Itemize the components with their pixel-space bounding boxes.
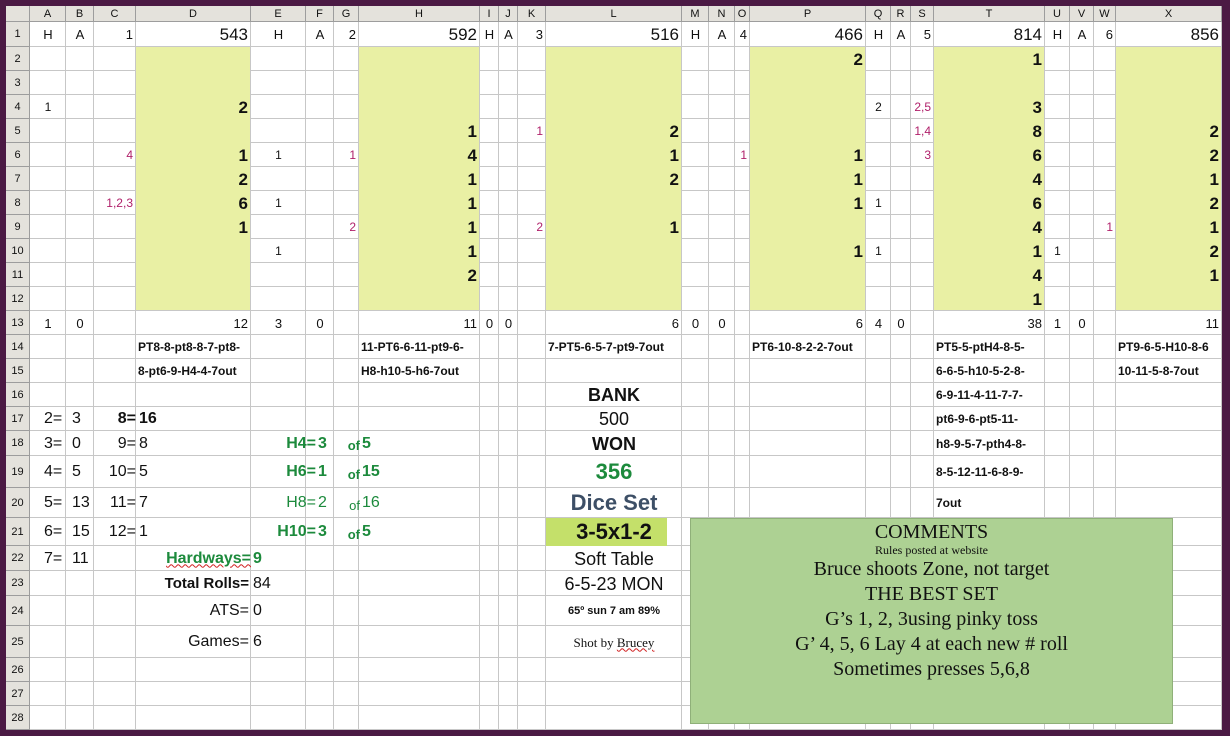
roll-value: 1 — [853, 241, 863, 261]
header-game-number: 2 — [348, 27, 356, 42]
comments-box[interactable] — [690, 518, 1173, 724]
bank-label: BANK — [588, 385, 640, 405]
comment-line: G’s 1, 2, 3using pinky toss — [825, 608, 1038, 630]
column-gridline — [305, 6, 306, 730]
row-header-23[interactable]: 23 — [6, 571, 30, 596]
roll-value: 2 — [238, 169, 248, 189]
roll-value: 2 — [1209, 145, 1219, 165]
row-header-22[interactable]: 22 — [6, 546, 30, 571]
comments-subtitle: Rules posted at website — [875, 543, 988, 557]
column-header-h[interactable]: H — [359, 6, 480, 22]
column-header-n[interactable]: N — [709, 6, 735, 22]
column-header-t[interactable]: T — [934, 6, 1045, 22]
column-header-u[interactable]: U — [1045, 6, 1070, 22]
column-header-r[interactable]: R — [891, 6, 911, 22]
total-rolls-label: Total Rolls= — [164, 575, 249, 592]
roll-value: 2 — [467, 265, 477, 285]
roll-value: 1 — [1209, 169, 1219, 189]
row-gridline — [6, 430, 1222, 431]
column-gridline — [498, 6, 499, 730]
column-header-q[interactable]: Q — [866, 6, 891, 22]
home-mark: 1 — [275, 148, 282, 162]
roll-value: 1 — [853, 145, 863, 165]
header-a-label: A — [75, 27, 85, 42]
roll-value: 6 — [1032, 145, 1042, 165]
header-game-total: 516 — [650, 25, 679, 44]
roll-value: 2 — [1209, 241, 1219, 261]
summary-h: 1 — [1053, 315, 1062, 331]
hardway-key: H6= — [286, 463, 316, 480]
header-h-label: H — [873, 27, 884, 42]
row-gridline — [6, 334, 1222, 335]
summary-a: 0 — [76, 315, 84, 331]
shot-by-name: Brucey — [616, 634, 655, 650]
games-label: Games= — [188, 633, 249, 650]
row-gridline — [6, 487, 1222, 488]
column-gridline — [65, 6, 66, 730]
summary-h: 1 — [44, 315, 52, 331]
comment-line: Bruce shoots Zone, not target — [813, 558, 1050, 580]
roll-count-value: 5 — [72, 463, 81, 480]
row-header-6[interactable]: 6 — [6, 143, 30, 167]
column-header-w[interactable]: W — [1094, 6, 1116, 22]
roll-value: 1 — [669, 217, 679, 237]
row-gridline — [6, 382, 1222, 383]
column-gridline — [93, 6, 94, 730]
home-mark: 1 — [44, 100, 52, 114]
row-header-11[interactable]: 11 — [6, 263, 30, 287]
row-header-18[interactable]: 18 — [6, 431, 30, 456]
roll-value: 4 — [1032, 169, 1042, 189]
table-type: Soft Table — [574, 548, 654, 569]
row-header-1[interactable]: 1 — [6, 22, 30, 47]
roll-log-line: 8-5-12-11-6-8-9- — [936, 465, 1024, 479]
roll-count-key: 6= — [44, 523, 63, 540]
hardway-hits: 3 — [318, 434, 327, 452]
ats-label: ATS= — [209, 602, 249, 619]
hardway-of-label: of — [347, 438, 360, 453]
roll-count-key: 8= — [117, 410, 136, 427]
hardways-value: 9 — [253, 549, 262, 567]
hardway-key: H8= — [286, 494, 316, 511]
summary-total: 6 — [671, 315, 679, 331]
column-header-k[interactable]: K — [518, 6, 546, 22]
count-mark: 1 — [349, 148, 356, 162]
roll-count-key: 12= — [108, 523, 136, 540]
roll-log-line: PT6-10-8-2-2-7out — [752, 340, 853, 354]
comments-title: COMMENTS — [874, 521, 989, 543]
roll-count-value: 7 — [139, 494, 148, 511]
header-game-number: 6 — [1105, 27, 1113, 42]
row-header-8[interactable]: 8 — [6, 191, 30, 215]
roll-value: 2 — [1209, 121, 1219, 141]
header-a-label: A — [1077, 27, 1087, 42]
roll-value: 1 — [238, 217, 248, 237]
won-value: 356 — [595, 459, 633, 484]
shot-by-prefix: Shot by — [573, 634, 617, 650]
roll-value: 2 — [669, 121, 679, 141]
header-game-total: 466 — [834, 25, 863, 44]
roll-value: 4 — [467, 145, 477, 165]
summary-a: 0 — [504, 315, 513, 331]
summary-a: 0 — [897, 315, 905, 331]
roll-count-value: 8 — [139, 434, 148, 452]
roll-count-value: 0 — [72, 434, 81, 452]
row-header-3[interactable]: 3 — [6, 71, 30, 95]
home-mark: 1 — [275, 196, 282, 210]
row-gridline — [6, 406, 1222, 407]
hardway-of-label: of — [347, 466, 360, 482]
home-mark: 1 — [875, 244, 882, 258]
row-header-25[interactable]: 25 — [6, 626, 30, 658]
count-mark: 1 — [740, 148, 747, 162]
summary-h: 0 — [485, 315, 494, 331]
home-mark: 2 — [875, 100, 882, 114]
roll-value: 1 — [1032, 49, 1042, 69]
roll-value: 1 — [467, 121, 477, 141]
roll-value: 1 — [1032, 241, 1042, 261]
roll-log-line: 6-6-5-h10-5-2-8- — [936, 364, 1025, 378]
column-header-g[interactable]: G — [334, 6, 359, 22]
count-mark: 4 — [126, 148, 133, 162]
dice-set-label: Dice Set — [570, 490, 658, 515]
row-header-4[interactable]: 4 — [6, 95, 30, 119]
roll-value: 1 — [467, 241, 477, 261]
ats-value: 0 — [253, 602, 262, 619]
comment-line: Sometimes presses 5,6,8 — [833, 658, 1030, 680]
comment-line: THE BEST SET — [865, 583, 998, 605]
summary-total: 6 — [855, 315, 863, 331]
hardway-hits: 3 — [318, 523, 327, 540]
games-value: 6 — [253, 633, 262, 650]
hardway-of-label: of — [349, 497, 360, 513]
home-mark: 1 — [275, 244, 282, 258]
roll-count-value: 11 — [72, 549, 89, 567]
summary-total: 38 — [1027, 315, 1042, 331]
header-a-label: A — [315, 27, 325, 42]
row-header-13[interactable]: 13 — [6, 311, 30, 335]
row-header-9[interactable]: 9 — [6, 215, 30, 239]
column-header-i[interactable]: I — [480, 6, 499, 22]
hardway-total: 16 — [362, 494, 380, 511]
column-header-m[interactable]: M — [682, 6, 709, 22]
roll-value: 2 — [853, 49, 863, 69]
roll-value: 2 — [669, 169, 679, 189]
summary-total: 11 — [463, 315, 477, 331]
roll-value: 1 — [1032, 289, 1042, 309]
roll-log-line: 7out — [936, 496, 962, 510]
comment-line: G’ 4, 5, 6 Lay 4 at each new # roll — [795, 633, 1068, 655]
summary-h: 3 — [274, 315, 283, 331]
roll-value: 3 — [1032, 97, 1042, 117]
header-game-total: 592 — [448, 25, 477, 44]
column-header-a[interactable]: A — [30, 6, 66, 22]
summary-a: 0 — [1078, 315, 1086, 331]
roll-log-line: pt6-9-6-pt5-11- — [936, 412, 1019, 426]
roll-log-line: PT5-5-ptH4-8-5- — [936, 340, 1025, 354]
summary-total: 12 — [233, 315, 248, 331]
hardway-hits: 1 — [318, 463, 327, 480]
row-header-5[interactable]: 5 — [6, 119, 30, 143]
count-mark: 1,4 — [914, 124, 931, 138]
column-header-b[interactable]: B — [66, 6, 94, 22]
roll-value: 1 — [1209, 265, 1219, 285]
column-header-x[interactable]: X — [1116, 6, 1222, 22]
weather-note: 65º sun 7 am 89% — [567, 604, 661, 617]
count-mark: 2 — [536, 220, 543, 234]
column-header-f[interactable]: F — [306, 6, 334, 22]
row-header-27[interactable]: 27 — [6, 682, 30, 706]
hardway-hits: 2 — [318, 494, 327, 511]
row-header-2[interactable]: 2 — [6, 47, 30, 71]
row-header-12[interactable]: 12 — [6, 287, 30, 311]
row-header-10[interactable]: 10 — [6, 239, 30, 263]
hardway-total: 5 — [362, 523, 371, 540]
row-header-7[interactable]: 7 — [6, 167, 30, 191]
column-header-o[interactable]: O — [735, 6, 750, 22]
count-mark: 1,2,3 — [106, 196, 133, 210]
column-gridline — [681, 6, 682, 730]
home-mark: 1 — [875, 196, 882, 210]
header-a-label: A — [504, 27, 513, 42]
header-game-number: 3 — [535, 27, 543, 42]
roll-count-key: 9= — [117, 434, 136, 452]
header-h-label: H — [43, 27, 53, 42]
count-mark: 2 — [349, 220, 356, 234]
row-header-28[interactable]: 28 — [6, 706, 30, 730]
bank-value: 500 — [598, 409, 630, 429]
column-gridline — [333, 6, 334, 730]
column-header-p[interactable]: P — [750, 6, 866, 22]
header-a-label: A — [896, 27, 906, 42]
header-game-total: 543 — [219, 25, 248, 44]
header-h-label: H — [690, 27, 701, 42]
roll-value: 8 — [1032, 121, 1042, 141]
row-gridline — [6, 358, 1222, 359]
header-game-total: 814 — [1013, 25, 1042, 44]
dice-set-value: 3-5x1-2 — [576, 519, 652, 544]
column-gridline — [1221, 6, 1222, 730]
column-header-j[interactable]: J — [499, 6, 518, 22]
roll-value: 6 — [238, 193, 248, 213]
hardway-total: 15 — [362, 463, 380, 480]
session-date: 6-5-23 MON — [564, 573, 664, 594]
home-mark: 1 — [1054, 244, 1061, 258]
roll-value: 6 — [1032, 193, 1042, 213]
hardway-total: 5 — [362, 434, 371, 452]
column-header-v[interactable]: V — [1070, 6, 1094, 22]
roll-count-key: 5= — [44, 494, 63, 511]
header-h-label: H — [273, 27, 284, 42]
hardways-label: Hardways= — [166, 549, 251, 567]
header-game-number: 1 — [125, 27, 133, 42]
row-header-15[interactable]: 15 — [6, 359, 30, 383]
hardway-key: H10= — [277, 523, 316, 540]
row-header-17[interactable]: 17 — [6, 407, 30, 431]
summary-h: 4 — [874, 315, 883, 331]
roll-value: 4 — [1032, 265, 1042, 285]
column-header-s[interactable]: S — [911, 6, 934, 22]
row-gridline — [6, 729, 1222, 730]
summary-a: 0 — [718, 315, 726, 331]
roll-log-line: H8-h10-5-h6-7out — [361, 364, 460, 378]
roll-value: 1 — [467, 193, 477, 213]
roll-value: 1 — [853, 193, 863, 213]
summary-h: 0 — [691, 315, 700, 331]
roll-log-line: PT9-6-5-H10-8-6 — [1118, 340, 1209, 354]
roll-log-line: 10-11-5-8-7out — [1118, 364, 1199, 378]
roll-value: 1 — [467, 217, 477, 237]
shot-by — [549, 636, 679, 649]
column-header-c[interactable]: C — [94, 6, 136, 22]
row-gridline — [6, 455, 1222, 456]
row-header-20[interactable]: 20 — [6, 488, 30, 518]
column-header-l[interactable]: L — [546, 6, 682, 22]
roll-count-value: 5 — [139, 463, 148, 480]
row-header-26[interactable]: 26 — [6, 658, 30, 682]
roll-count-key: 10= — [108, 463, 136, 480]
summary-total: 11 — [1205, 315, 1219, 331]
column-header-e[interactable]: E — [251, 6, 306, 22]
roll-value: 4 — [1032, 217, 1042, 237]
header-h-label: H — [484, 27, 495, 42]
roll-count-value: 15 — [72, 523, 90, 540]
spreadsheet[interactable] — [6, 6, 1222, 730]
roll-count-key: 2= — [44, 410, 63, 427]
column-gridline — [517, 6, 518, 730]
hardway-key: H4= — [286, 434, 316, 452]
summary-a: 0 — [316, 315, 324, 331]
roll-count-value: 16 — [139, 410, 157, 427]
roll-count-value: 1 — [139, 523, 148, 540]
row-header-24[interactable]: 24 — [6, 596, 30, 626]
header-a-label: A — [717, 27, 727, 42]
roll-log-line: h8-9-5-7-pth4-8- — [936, 436, 1027, 451]
roll-count-value: 13 — [72, 494, 90, 511]
count-mark: 1 — [536, 124, 543, 138]
roll-count-value: 3 — [72, 410, 81, 427]
column-header-d[interactable]: D — [136, 6, 251, 22]
header-h-label: H — [1052, 27, 1063, 42]
count-mark: 3 — [924, 148, 931, 162]
roll-log-line: 8-pt6-9-H4-4-7out — [138, 364, 237, 378]
roll-count-key: 11= — [110, 494, 136, 511]
row-header-21[interactable]: 21 — [6, 518, 30, 546]
roll-value: 1 — [467, 169, 477, 189]
hardway-of-label: of — [347, 526, 360, 542]
total-rolls-value: 84 — [253, 574, 271, 592]
count-mark: 1 — [1106, 220, 1113, 234]
row-gridline — [6, 310, 1222, 311]
roll-value: 1 — [669, 145, 679, 165]
header-game-total: 856 — [1190, 25, 1219, 44]
row-header-14[interactable]: 14 — [6, 335, 30, 359]
header-game-number: 4 — [739, 27, 747, 42]
roll-value: 1 — [853, 169, 863, 189]
header-game-number: 5 — [923, 27, 931, 42]
row-header-16[interactable]: 16 — [6, 383, 30, 407]
roll-value: 2 — [238, 97, 248, 117]
roll-count-key: 4= — [44, 463, 63, 480]
count-mark: 2,5 — [914, 100, 931, 114]
roll-log-line: 11-PT6-6-11-pt9-6- — [361, 340, 464, 354]
row-header-19[interactable]: 19 — [6, 456, 30, 488]
roll-log-line: PT8-8-pt8-8-7-pt8- — [138, 340, 241, 354]
roll-log-line: 7-PT5-6-5-7-pt9-7out — [548, 340, 665, 354]
roll-count-key: 7= — [44, 549, 63, 567]
roll-count-key: 3= — [44, 434, 63, 452]
won-label: WON — [592, 433, 636, 454]
select-all-corner[interactable] — [6, 6, 30, 22]
roll-value: 1 — [1209, 217, 1219, 237]
roll-value: 2 — [1209, 193, 1219, 213]
roll-log-line: 6-9-11-4-11-7-7- — [936, 388, 1023, 402]
roll-value: 1 — [238, 145, 248, 165]
